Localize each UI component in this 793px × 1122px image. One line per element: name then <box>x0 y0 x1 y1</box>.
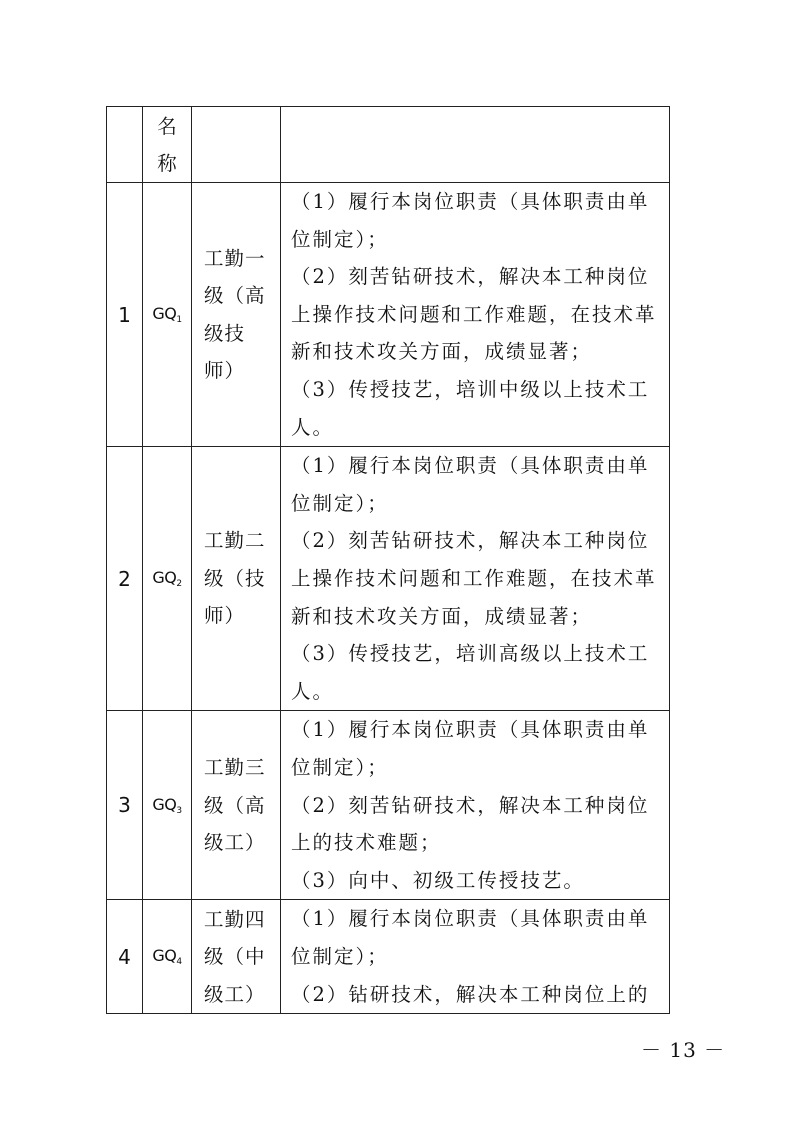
row-index: 3 <box>107 711 143 900</box>
duty-line: 上操作技术问题和工作难题，在技术革 <box>291 566 657 590</box>
duty-line: 上的技术难题； <box>291 831 442 855</box>
duty-line: （1）履行本岗位职责（具体职责由单 <box>291 907 650 931</box>
row-code <box>143 711 192 900</box>
duty-line: 上操作技术问题和工作难题，在技术革 <box>291 302 657 326</box>
row-code-sub: 2 <box>176 579 182 590</box>
row-code <box>143 447 192 711</box>
duty-line: （2）刻苦钻研技术，解决本工种岗位 <box>291 793 650 817</box>
page-number: － 13 － <box>641 1038 726 1062</box>
duty-line: （1）履行本岗位职责（具体职责由单 <box>291 718 650 742</box>
row-index: 2 <box>107 447 143 711</box>
row-code-base: GQ <box>152 304 177 324</box>
duty-line: （2）刻苦钻研技术，解决本工种岗位 <box>291 265 650 289</box>
row-code <box>143 183 192 447</box>
duty-line: 位制定）； <box>291 944 389 968</box>
duty-line: 位制定）； <box>291 755 389 779</box>
row-code <box>143 900 192 1014</box>
table-row <box>107 711 670 900</box>
row-code-sub: 4 <box>176 957 182 968</box>
row-code-base: GQ <box>152 794 177 814</box>
header-name-label: 名称 <box>157 114 177 175</box>
duty-line: （2）刻苦钻研技术，解决本工种岗位 <box>291 529 650 553</box>
duty-line: 新和技术攻关方面，成绩显著； <box>291 604 593 628</box>
row-grade-cell <box>192 711 281 900</box>
duty-line: 位制定）； <box>291 227 389 251</box>
table-row <box>107 447 670 711</box>
header-grade-cell <box>192 107 281 183</box>
row-duty-cell <box>281 900 670 1014</box>
row-grade-name: 工勤四级（中级工） <box>204 907 266 1006</box>
duty-line: 位制定）； <box>291 491 389 515</box>
header-index-cell <box>107 107 143 183</box>
row-duty-cell <box>281 183 670 447</box>
table-row <box>107 183 670 447</box>
duty-line: 人。 <box>291 415 335 439</box>
duty-line: （3）向中、初级工传授技艺。 <box>291 868 585 892</box>
row-grade-cell <box>192 900 281 1014</box>
header-duty-cell <box>281 107 670 183</box>
post-duty-table <box>106 106 670 1014</box>
duty-line: 人。 <box>291 679 335 703</box>
duty-line: （1）履行本岗位职责（具体职责由单 <box>291 190 650 213</box>
row-index: 1 <box>107 183 143 447</box>
row-grade-name: 工勤一级（高级技师） <box>204 246 266 383</box>
duty-line: （1）履行本岗位职责（具体职责由单 <box>291 454 650 478</box>
row-grade-name: 工勤二级（技师） <box>204 529 266 628</box>
duty-line: 新和技术攻关方面，成绩显著； <box>291 340 593 364</box>
row-code-base: GQ <box>152 568 177 588</box>
table-header-row <box>107 107 670 183</box>
row-duty-cell <box>281 447 670 711</box>
row-code-sub: 1 <box>176 315 182 326</box>
row-grade-name: 工勤三级（高级工） <box>204 756 266 855</box>
row-grade-cell <box>192 447 281 711</box>
header-name-cell <box>143 107 192 183</box>
row-grade-cell <box>192 183 281 447</box>
table-row <box>107 900 670 1014</box>
row-index: 4 <box>107 900 143 1014</box>
duty-line: （3）传授技艺，培训中级以上技术工 <box>291 377 650 401</box>
row-code-base: GQ <box>152 946 177 966</box>
row-duty-cell <box>281 711 670 900</box>
duty-line: （3）传授技艺，培训高级以上技术工 <box>291 642 650 666</box>
row-code-sub: 3 <box>176 805 182 816</box>
duty-line: （2）钻研技术，解决本工种岗位上的 <box>291 982 650 1006</box>
